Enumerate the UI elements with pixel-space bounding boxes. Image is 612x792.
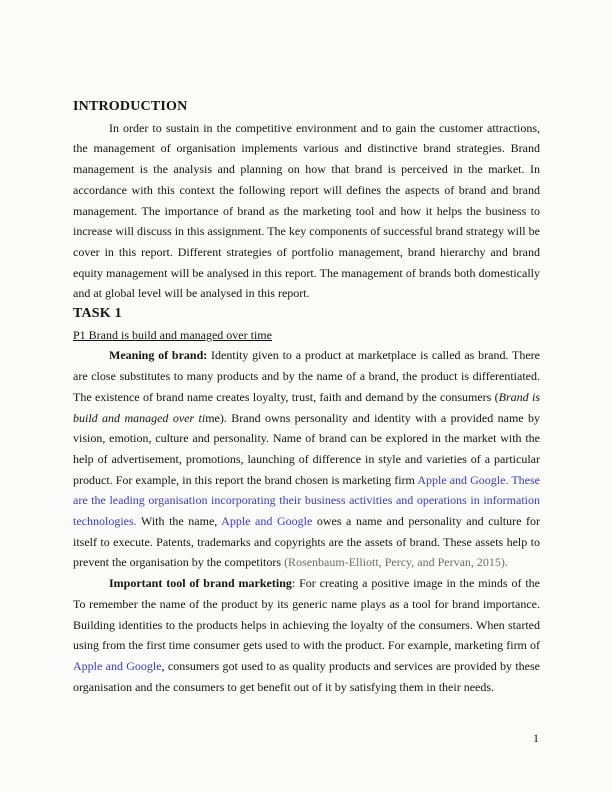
text-run: me). Brand owns personality and identity with a provided name by vision, emotion, culture and personality. Name of brand can be explored in the market with the help of advertisement, promotions, launching of difference in style and varieties of a particular product. For example, in this report the brand chosen is marketing firm — [73, 410, 543, 487]
section-heading: INTRODUCTION — [73, 99, 188, 114]
text-run: : For creating a positive image in the minds of the To remember the name of the product by its generic name plays as a tool for brand importance. Building identities to the products helps in achieving the loyalty of the consumers. When started using from the first time consumer gets used to with the product. For example, marketing firm of — [73, 576, 543, 653]
italic-text-run: Brand is build and managed over ti — [73, 389, 543, 425]
sub-heading-underlined: P1 Brand is build and managed over time — [73, 327, 272, 342]
brand-link-text: Apple and Google — [73, 658, 162, 673]
body-paragraph — [73, 118, 543, 304]
brand-link-text: Apple and Google. These are the leading organisation incorporating their business activities and operations in information technologies. — [73, 472, 543, 529]
section-heading: TASK 1 — [73, 306, 122, 322]
bold-text-run: Important tool of brand marketing — [109, 576, 292, 591]
body-paragraph — [73, 573, 543, 697]
text-run: , consumers got used to as quality products and services are provided by these organisation and the consumers to get benefit out of it by satisfying them in their needs. — [73, 658, 543, 694]
text-run: With the name, — [136, 514, 222, 529]
page-number: 1 — [533, 731, 539, 745]
bold-text-run: Meaning of brand: — [109, 348, 208, 363]
text-run: In order to sustain in the competitive environment and to gain the customer attractions, the management of organisation implements various and distinctive brand strategies. Brand management is the analysis and planning on how that brand is perceived in the market. In accordance with this context the following report will defines the aspects of brand and brand management. The importance of brand as the marketing tool and how it helps the business to increase will discuss in this assignment. The key components of successful brand strategy will be cover in this report. Different strategies of portfolio management, brand hierarchy and brand equity management will be analysed in this report. The management of brands both domestically and at global level will be analysed in this report. — [73, 120, 543, 301]
brand-link-text: Apple and Google — [221, 514, 313, 529]
text-run: Identity given to a product at marketplace is called as brand. There are close substitutes to many products and by the name of a brand, the product is differentiated. The existence of brand name creates loyalty, trust, faith and demand by the consumers ( — [73, 348, 543, 404]
citation-text: (Rosenbaum-Elliott, Percy, and Pervan, 2015). — [284, 555, 508, 570]
document-content — [73, 97, 544, 697]
text-run: owes a name and personality and culture for itself to execute. Patents, trademarks and copyrights are the assets of brand. These assets help to prevent the organisation by the competitors — [73, 514, 544, 570]
body-paragraph — [73, 345, 544, 573]
